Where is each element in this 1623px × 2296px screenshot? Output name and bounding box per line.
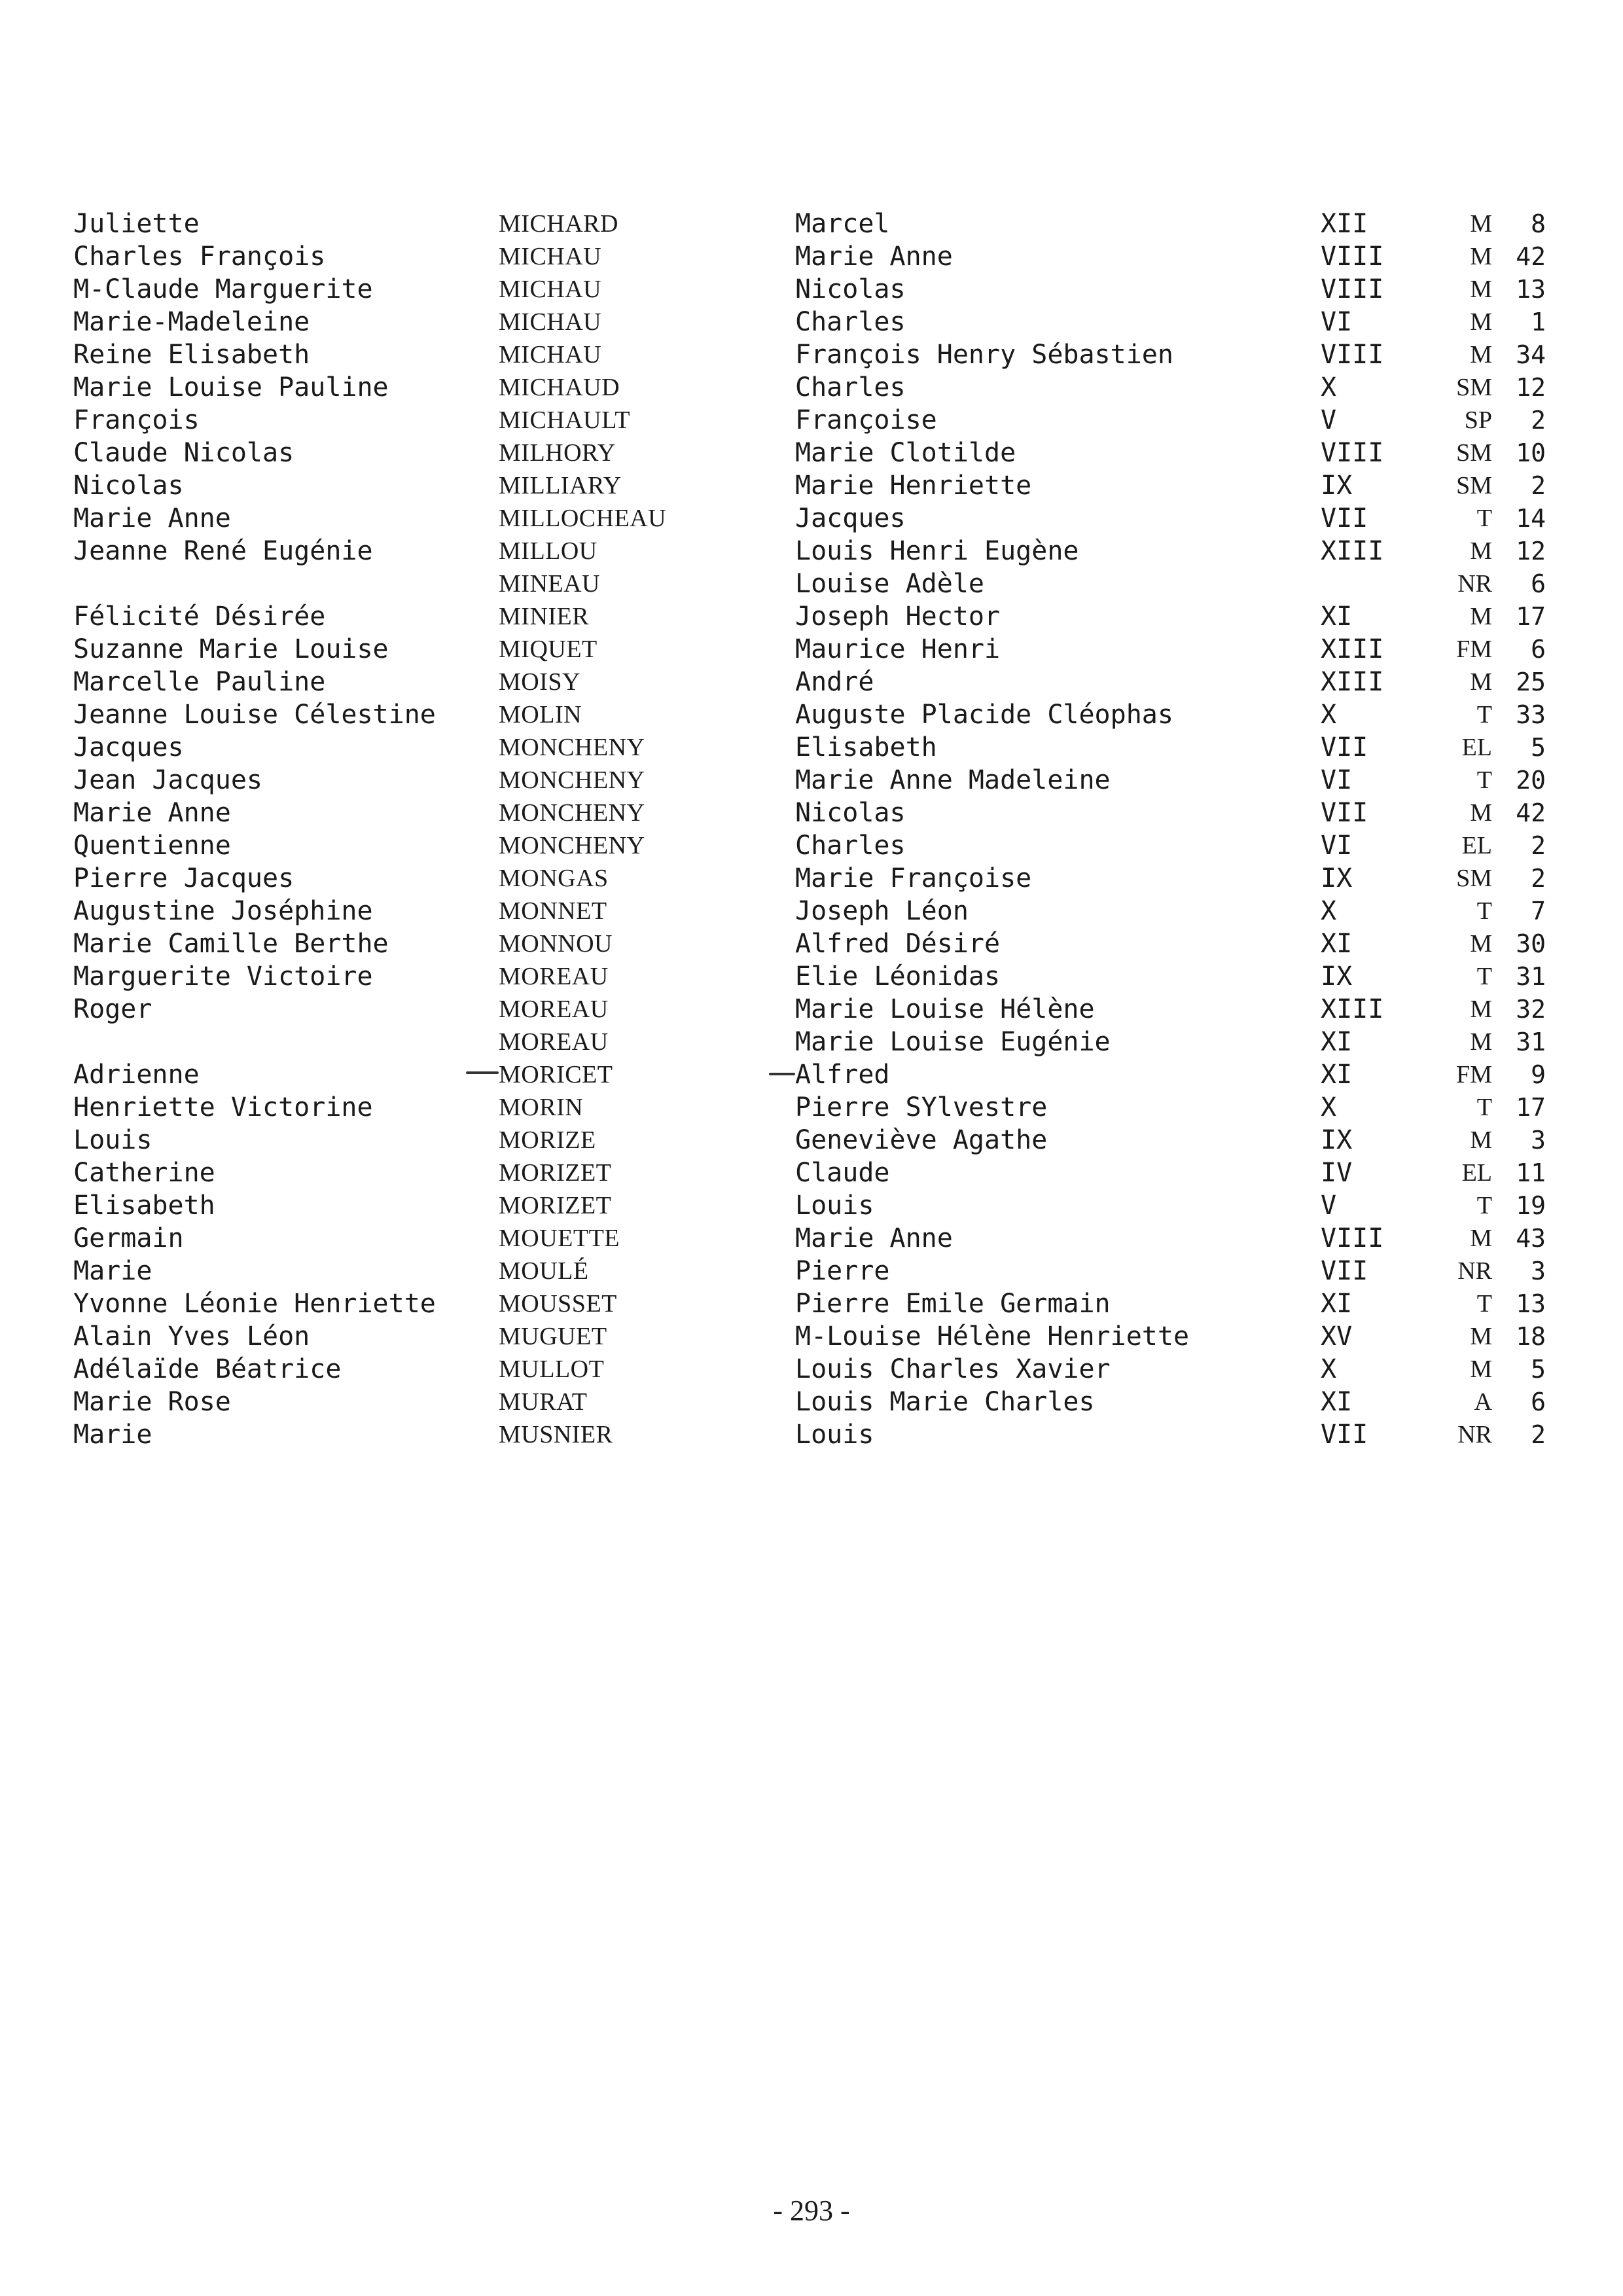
child-name-cell: Françoise (795, 405, 937, 435)
child-name-cell: Louis (795, 1191, 874, 1221)
child-name-cell: Joseph Léon (795, 896, 969, 926)
first-name-cell: M-Claude Marguerite (73, 274, 373, 304)
code-cell: T (1476, 897, 1492, 925)
first-name-cell: Juliette (73, 209, 200, 239)
number-cell: 6 (1531, 635, 1546, 664)
surname-cell: MONNET (499, 897, 607, 925)
number-cell: 7 (1531, 897, 1546, 925)
table-row (0, 1026, 1623, 1058)
generation-cell: VII (1321, 1420, 1368, 1450)
generation-cell: IX (1321, 471, 1353, 501)
number-cell: 2 (1531, 831, 1546, 860)
number-cell: 17 (1516, 1093, 1546, 1122)
surname-cell: MONCHENY (499, 799, 645, 827)
table-row (0, 764, 1623, 797)
table-row (0, 273, 1623, 306)
first-name-cell: Jean Jacques (73, 765, 262, 795)
generation-cell: VIII (1321, 274, 1384, 304)
child-name-cell: Auguste Placide Cléophas (795, 700, 1173, 730)
table-row (0, 960, 1623, 993)
table-row (0, 306, 1623, 338)
code-cell: EL (1461, 832, 1492, 859)
number-cell: 18 (1516, 1322, 1546, 1351)
generation-cell: IV (1321, 1158, 1353, 1188)
code-cell: SM (1456, 374, 1492, 401)
first-name-cell: Jacques (73, 732, 184, 762)
code-cell: SM (1456, 472, 1492, 499)
generation-cell: XIII (1321, 634, 1384, 664)
margin-dash-mark (466, 1071, 499, 1074)
surname-cell: MINIER (499, 603, 590, 630)
generation-cell: XI (1321, 1027, 1353, 1057)
number-cell: 31 (1516, 1028, 1546, 1056)
number-cell: 6 (1531, 569, 1546, 598)
first-name-cell: Louis (73, 1125, 152, 1155)
child-name-cell: François Henry Sébastien (795, 340, 1173, 370)
code-cell: NR (1457, 1421, 1492, 1448)
first-name-cell: Marie Louise Pauline (73, 372, 389, 403)
surname-cell: MUGUET (499, 1323, 607, 1350)
child-name-cell: Marie Louise Eugénie (795, 1027, 1111, 1057)
number-cell: 5 (1531, 733, 1546, 762)
table-row (0, 404, 1623, 437)
child-name-cell: Marie Louise Hélène (795, 994, 1095, 1024)
child-name-cell: Marie Anne Madeleine (795, 765, 1111, 795)
first-name-cell: Augustine Joséphine (73, 896, 373, 926)
surname-cell: MUSNIER (499, 1421, 613, 1448)
margin-dash-mark (769, 1073, 795, 1075)
generation-cell: X (1321, 1354, 1337, 1384)
child-name-cell: Nicolas (795, 798, 906, 828)
number-cell: 17 (1516, 602, 1546, 631)
child-name-cell: Alfred Désiré (795, 929, 1001, 959)
table-row (0, 600, 1623, 633)
code-cell: T (1476, 1094, 1492, 1121)
generation-cell: XI (1321, 1289, 1353, 1319)
surname-cell: MULLOT (499, 1355, 605, 1383)
generation-cell: IX (1321, 961, 1353, 992)
code-cell: M (1470, 537, 1492, 565)
table-row (0, 1091, 1623, 1124)
first-name-cell: Quentienne (73, 831, 231, 861)
number-cell: 3 (1531, 1257, 1546, 1285)
table-row (0, 535, 1623, 567)
surname-cell: MOISY (499, 668, 580, 696)
number-cell: 30 (1516, 929, 1546, 958)
surname-cell: MILHORY (499, 439, 616, 467)
child-name-cell: Charles (795, 372, 906, 403)
table-row (0, 1058, 1623, 1091)
surname-cell: MICHAUD (499, 374, 620, 401)
code-cell: T (1476, 766, 1492, 794)
child-name-cell: Marcel (795, 209, 890, 239)
surname-cell: MONNOU (499, 930, 613, 958)
number-cell: 43 (1516, 1224, 1546, 1253)
generation-cell: VIII (1321, 438, 1384, 468)
code-cell: EL (1461, 1159, 1492, 1187)
first-name-cell: François (73, 405, 200, 435)
child-name-cell: Louis Charles Xavier (795, 1354, 1111, 1384)
code-cell: M (1470, 1355, 1492, 1383)
first-name-cell: Marguerite Victoire (73, 961, 373, 992)
first-name-cell: Jeanne Louise Célestine (73, 700, 436, 730)
surname-cell: MICHAU (499, 276, 602, 303)
generation-cell: VII (1321, 798, 1368, 828)
child-name-cell: Claude (795, 1158, 890, 1188)
table-row (0, 797, 1623, 829)
surname-cell: MILLOU (499, 537, 597, 565)
generation-cell: VIII (1321, 242, 1384, 272)
child-name-cell: André (795, 667, 874, 697)
first-name-cell: Catherine (73, 1158, 215, 1188)
generation-cell: XIII (1321, 667, 1384, 697)
surname-cell: MICHAU (499, 243, 602, 270)
code-cell: T (1476, 701, 1492, 728)
generation-cell: VI (1321, 765, 1353, 795)
first-name-cell: Marie Anne (73, 503, 231, 533)
first-name-cell: Henriette Victorine (73, 1092, 373, 1122)
code-cell: M (1470, 243, 1492, 270)
surname-cell: MICHAULT (499, 406, 631, 434)
number-cell: 31 (1516, 962, 1546, 991)
child-name-cell: Elie Léonidas (795, 961, 1001, 992)
table-row (0, 240, 1623, 273)
surname-cell: MOUETTE (499, 1225, 620, 1252)
generation-cell: VI (1321, 307, 1353, 337)
generation-cell: VI (1321, 831, 1353, 861)
child-name-cell: Elisabeth (795, 732, 937, 762)
generation-cell: XIII (1321, 994, 1384, 1024)
generation-cell: XV (1321, 1321, 1353, 1352)
code-cell: M (1470, 1028, 1492, 1056)
code-cell: M (1470, 1225, 1492, 1252)
surname-cell: MOUSSET (499, 1290, 617, 1318)
child-name-cell: Nicolas (795, 274, 906, 304)
child-name-cell: Pierre (795, 1256, 890, 1286)
table-row (0, 371, 1623, 404)
first-name-cell: Claude Nicolas (73, 438, 294, 468)
table-row (0, 1287, 1623, 1320)
generation-cell: XII (1321, 209, 1368, 239)
child-name-cell: Louis Marie Charles (795, 1387, 1095, 1417)
number-cell: 1 (1531, 308, 1546, 336)
child-name-cell: Louis (795, 1420, 874, 1450)
first-name-cell: Félicité Désirée (73, 601, 326, 632)
code-cell: NR (1457, 1257, 1492, 1285)
table-row (0, 207, 1623, 240)
number-cell: 2 (1531, 406, 1546, 435)
generation-cell: X (1321, 372, 1337, 403)
table-row (0, 862, 1623, 895)
table-row (0, 666, 1623, 698)
generation-cell: X (1321, 896, 1337, 926)
number-cell: 32 (1516, 995, 1546, 1024)
table-row (0, 469, 1623, 502)
generation-cell: VIII (1321, 340, 1384, 370)
first-name-cell: Marie (73, 1420, 152, 1450)
generation-cell: XI (1321, 601, 1353, 632)
code-cell: SM (1456, 865, 1492, 892)
table-row (0, 731, 1623, 764)
child-name-cell: Joseph Hector (795, 601, 1001, 632)
table-row (0, 1157, 1623, 1189)
number-cell: 2 (1531, 864, 1546, 893)
generation-cell: VIII (1321, 1223, 1384, 1253)
generation-cell: XIII (1321, 536, 1384, 566)
number-cell: 2 (1531, 1420, 1546, 1449)
table-row (0, 338, 1623, 371)
first-name-cell: Jeanne René Eugénie (73, 536, 373, 566)
generation-cell: V (1321, 1191, 1337, 1221)
surname-cell: MONGAS (499, 865, 609, 892)
surname-cell: MILLOCHEAU (499, 505, 667, 532)
number-cell: 9 (1531, 1060, 1546, 1089)
code-cell: A (1474, 1388, 1492, 1416)
child-name-cell: Charles (795, 307, 906, 337)
surname-cell: MICHAU (499, 308, 602, 336)
surname-cell: MOLIN (499, 701, 582, 728)
surname-cell: MORICET (499, 1061, 613, 1088)
code-cell: M (1470, 210, 1492, 238)
number-cell: 42 (1516, 242, 1546, 271)
number-cell: 20 (1516, 766, 1546, 795)
generation-cell: VII (1321, 503, 1368, 533)
number-cell: 25 (1516, 668, 1546, 696)
surname-cell: MILLIARY (499, 472, 622, 499)
table-row (0, 829, 1623, 862)
table-row (0, 927, 1623, 960)
child-name-cell: Louise Adèle (795, 569, 984, 599)
child-name-cell: Marie Anne (795, 242, 953, 272)
code-cell: M (1470, 996, 1492, 1023)
child-name-cell: Pierre SYlvestre (795, 1092, 1048, 1122)
generation-cell: VII (1321, 1256, 1368, 1286)
code-cell: FM (1456, 636, 1492, 663)
number-cell: 12 (1516, 373, 1546, 402)
generation-cell: XI (1321, 1060, 1353, 1090)
code-cell: NR (1457, 570, 1492, 598)
code-cell: T (1476, 505, 1492, 532)
surname-cell: MOREAU (499, 963, 609, 990)
table-row (0, 993, 1623, 1026)
surname-cell: MOREAU (499, 996, 609, 1023)
child-name-cell: Louis Henri Eugène (795, 536, 1079, 566)
surname-cell: MOREAU (499, 1028, 609, 1056)
first-name-cell: Nicolas (73, 471, 184, 501)
table-row (0, 437, 1623, 469)
surname-cell: MICHARD (499, 210, 618, 238)
generation-cell: X (1321, 700, 1337, 730)
number-cell: 5 (1531, 1355, 1546, 1384)
table-row (0, 1124, 1623, 1157)
table-row (0, 1255, 1623, 1287)
number-cell: 33 (1516, 700, 1546, 729)
first-name-cell: Alain Yves Léon (73, 1321, 310, 1352)
surname-cell: MORIZE (499, 1126, 596, 1154)
code-cell: FM (1456, 1061, 1492, 1088)
surname-cell: MURAT (499, 1388, 588, 1416)
code-cell: M (1470, 1323, 1492, 1350)
number-cell: 34 (1516, 340, 1546, 369)
first-name-cell: Roger (73, 994, 152, 1024)
child-name-cell: Marie Françoise (795, 863, 1032, 893)
number-cell: 19 (1516, 1191, 1546, 1220)
child-name-cell: Marie Henriette (795, 471, 1032, 501)
code-cell: M (1470, 668, 1492, 696)
child-name-cell: Geneviève Agathe (795, 1125, 1048, 1155)
number-cell: 10 (1516, 439, 1546, 467)
surname-cell: MONCHENY (499, 832, 645, 859)
code-cell: M (1470, 930, 1492, 958)
surname-cell: MONCHENY (499, 766, 645, 794)
number-cell: 13 (1516, 275, 1546, 304)
code-cell: M (1470, 603, 1492, 630)
first-name-cell: Adélaïde Béatrice (73, 1354, 342, 1384)
first-name-cell: Marcelle Pauline (73, 667, 326, 697)
table-row (0, 698, 1623, 731)
surname-cell: MORIZET (499, 1159, 612, 1187)
first-name-cell: Adrienne (73, 1060, 200, 1090)
code-cell: T (1476, 1290, 1492, 1318)
number-cell: 42 (1516, 798, 1546, 827)
code-cell: M (1470, 276, 1492, 303)
code-cell: T (1476, 1192, 1492, 1219)
code-cell: SM (1456, 439, 1492, 467)
first-name-cell: Germain (73, 1223, 184, 1253)
code-cell: M (1470, 308, 1492, 336)
number-cell: 13 (1516, 1289, 1546, 1318)
first-name-cell: Marie Rose (73, 1387, 231, 1417)
table-row (0, 1320, 1623, 1353)
surname-cell: MOULÉ (499, 1257, 589, 1285)
code-cell: M (1470, 1126, 1492, 1154)
code-cell: M (1470, 341, 1492, 368)
child-name-cell: Pierre Emile Germain (795, 1289, 1111, 1319)
number-cell: 6 (1531, 1388, 1546, 1416)
number-cell: 3 (1531, 1126, 1546, 1155)
number-cell: 14 (1516, 504, 1546, 533)
table-row (0, 895, 1623, 927)
table-row (0, 633, 1623, 666)
child-name-cell: Maurice Henri (795, 634, 1001, 664)
number-cell: 12 (1516, 537, 1546, 565)
first-name-cell: Marie (73, 1256, 152, 1286)
surname-cell: MIQUET (499, 636, 597, 663)
code-cell: T (1476, 963, 1492, 990)
child-name-cell: M-Louise Hélène Henriette (795, 1321, 1190, 1352)
surname-cell: MONCHENY (499, 734, 645, 761)
table-row (0, 502, 1623, 535)
number-cell: 11 (1516, 1158, 1546, 1187)
first-name-cell: Marie Camille Berthe (73, 929, 389, 959)
first-name-cell: Charles François (73, 242, 326, 272)
child-name-cell: Marie Clotilde (795, 438, 1016, 468)
first-name-cell: Suzanne Marie Louise (73, 634, 389, 664)
code-cell: SP (1464, 406, 1492, 434)
page-number: - 293 - (773, 2195, 850, 2227)
code-cell: EL (1461, 734, 1492, 761)
table-row (0, 1353, 1623, 1386)
generation-cell: X (1321, 1092, 1337, 1122)
child-name-cell: Jacques (795, 503, 906, 533)
generation-cell: V (1321, 405, 1337, 435)
number-cell: 2 (1531, 471, 1546, 500)
generation-cell: IX (1321, 1125, 1353, 1155)
child-name-cell: Marie Anne (795, 1223, 953, 1253)
number-cell: 8 (1531, 209, 1546, 238)
first-name-cell: Pierre Jacques (73, 863, 294, 893)
table-row (0, 1386, 1623, 1418)
table-row (0, 1418, 1623, 1451)
table-row (0, 1189, 1623, 1222)
first-name-cell: Marie-Madeleine (73, 307, 310, 337)
code-cell: M (1470, 799, 1492, 827)
child-name-cell: Alfred (795, 1060, 890, 1090)
surname-cell: MINEAU (499, 570, 600, 598)
first-name-cell: Yvonne Léonie Henriette (73, 1289, 436, 1319)
generation-cell: XI (1321, 1387, 1353, 1417)
surname-cell: MICHAU (499, 341, 602, 368)
generation-cell: VII (1321, 732, 1368, 762)
first-name-cell: Elisabeth (73, 1191, 215, 1221)
first-name-cell: Marie Anne (73, 798, 231, 828)
first-name-cell: Reine Elisabeth (73, 340, 310, 370)
child-name-cell: Charles (795, 831, 906, 861)
table-row (0, 567, 1623, 600)
table-row (0, 1222, 1623, 1255)
surname-cell: MORIN (499, 1094, 584, 1121)
generation-cell: XI (1321, 929, 1353, 959)
surname-cell: MORIZET (499, 1192, 612, 1219)
generation-cell: IX (1321, 863, 1353, 893)
